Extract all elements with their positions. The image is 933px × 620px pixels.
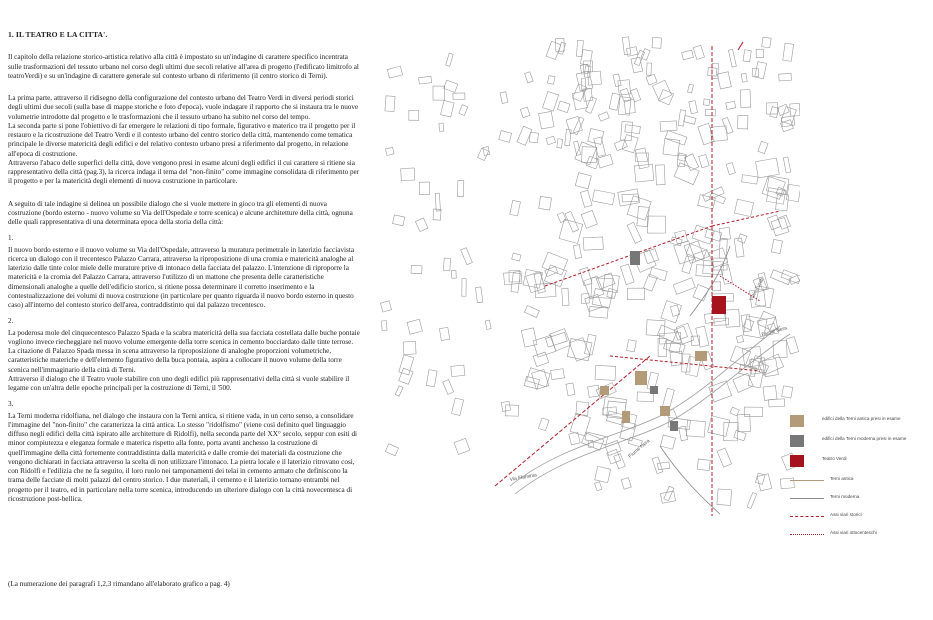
- teatro-verdi: [712, 296, 726, 314]
- block-outline: [697, 459, 710, 471]
- block-outline: [659, 90, 674, 105]
- block-outline: [676, 323, 694, 344]
- ancient-building: [635, 371, 647, 385]
- block-outline: [626, 47, 637, 57]
- block-outline: [698, 195, 716, 209]
- block-outline: [696, 265, 713, 277]
- paragraph: Attraverso il dialogo che il Teatro vuole stabilire con uno degli edifici più rappresentativi della città si vuole stabilire il legame con un'altra delle epoche principali per la costruzione di Terni, il '500.: [8, 374, 350, 392]
- block-outline: [385, 444, 398, 456]
- block-outline: [567, 339, 592, 361]
- block-outline: [409, 110, 419, 120]
- block-outline: [726, 101, 736, 109]
- block-outline: [620, 264, 634, 284]
- block-outline: [415, 218, 428, 232]
- block-outline: [614, 139, 627, 150]
- block-outline: [573, 84, 587, 101]
- block-outline: [747, 493, 757, 509]
- teatro-swatch-icon: [790, 455, 804, 467]
- urban-blocks: [380, 37, 800, 509]
- block-outline: [546, 332, 568, 347]
- block-outline: [722, 117, 733, 133]
- block-outline: [703, 99, 709, 106]
- block-outline: [652, 37, 661, 48]
- block-outline: [665, 131, 687, 146]
- modern-road: [660, 446, 720, 514]
- block-outline: [717, 72, 731, 89]
- block-outline: [582, 147, 597, 163]
- block-outline: [740, 90, 751, 108]
- block-outline: [439, 327, 449, 340]
- block-outline: [634, 164, 654, 182]
- block-outline: [742, 175, 758, 184]
- block-outline: [576, 40, 583, 56]
- block-outline: [570, 413, 590, 436]
- block-outline: [439, 123, 444, 131]
- block-outline: [649, 267, 667, 280]
- block-outline: [500, 92, 508, 104]
- block-outline: [454, 438, 470, 454]
- block-outline: [575, 173, 591, 189]
- block-outline: [551, 369, 565, 380]
- block-outline: [744, 407, 762, 416]
- footnote: (La numerazione dei paragrafi 1,2,3 rimandano all'elaborato grafico a pag. 4): [8, 580, 230, 588]
- paragraph: Il nuovo bordo esterno e il nuovo volume su Via dell'Ospedale, attraverso la muratura perimetrale in laterizio facciavista ricerca un dialogo con il trecentesco Palazzo Carrara, attraverso la riproposizione di una cromia e matericità analoghe al laterizio dalle tinte color miele delle murature prive di intonaco della facciata del palazzo. L'intenzione di riproporre la matericità e la cromia del Palazzo Carrara, attraverso l'utilizzo di un mattone che presenta delle caratteristiche dimensionali analoghe a quelle dell'edificio storico, si ritiene possa determinare il corretto inserimento e la contestualizzazione dei volumi di nuova costruzione (in particolare per quanto riguarda il nuovo bordo esterno in questo caso) all'interno del contesto storico dell'area, contraddistinto qui dal palazzo trecentesco.: [8, 245, 355, 309]
- block-outline: [393, 215, 405, 226]
- block-outline: [511, 273, 520, 293]
- block-outline: [399, 355, 414, 375]
- block-outline: [682, 256, 694, 274]
- block-outline: [419, 182, 429, 195]
- legend-item: edifici della Terni antica presi in esame: [790, 415, 930, 431]
- block-outline: [533, 335, 556, 357]
- block-outline: [499, 131, 512, 143]
- block-outline: [736, 335, 744, 343]
- block-outline: [609, 93, 620, 110]
- ancient-swatch-icon: [790, 415, 804, 427]
- block-outline: [557, 101, 570, 113]
- block-outline: [453, 93, 465, 100]
- ancient-building: [600, 386, 609, 395]
- block-outline: [763, 386, 777, 401]
- block-outline: [443, 380, 454, 395]
- block-outline: [559, 219, 583, 243]
- block-outline: [592, 190, 614, 205]
- block-outline: [595, 365, 616, 380]
- ancient-building: [622, 411, 630, 423]
- block-outline: [663, 139, 680, 156]
- block-outline: [734, 199, 753, 216]
- block-outline: [728, 49, 736, 67]
- block-outline: [512, 253, 521, 261]
- block-outline: [720, 264, 732, 284]
- map-label: Via Flaminia: [509, 472, 538, 483]
- block-outline: [758, 141, 768, 153]
- block-outline: [588, 129, 604, 145]
- block-outline: [433, 86, 445, 100]
- block-outline: [575, 142, 597, 165]
- city-map: [360, 26, 800, 516]
- block-outline: [556, 38, 565, 51]
- intro-paragraph: Il capitolo della relazione storico-artistica relativo alla città è impostato su un'indagine di carattere specifico incentrata sulle trasformazioni del tessuto urbano nel corso degli ultimi due secoli relative all'area di progetto (l'edificato limitrofo al teatroVerdi) e su un'indagine di carattere generale sul contesto urbano di riferimento (il centro storico di Terni).: [8, 53, 359, 80]
- block-outline: [682, 50, 694, 60]
- legend-item: Teatro Verdi: [790, 455, 930, 471]
- block-outline: [782, 386, 793, 398]
- modern-building: [630, 251, 640, 265]
- block-outline: [693, 45, 704, 59]
- legend-item: Assi viari storici: [790, 511, 930, 527]
- river-nera-bank: [515, 334, 790, 494]
- block-outline: [717, 448, 731, 467]
- block-outline: [694, 250, 710, 261]
- block-outline: [689, 101, 698, 114]
- block-outline: [419, 76, 432, 84]
- block-outline: [625, 125, 641, 134]
- block-outline: [622, 37, 630, 55]
- block-outline: [407, 319, 422, 334]
- block-outline: [781, 107, 796, 125]
- block-outline: [675, 230, 688, 244]
- block-outline: [762, 37, 771, 48]
- block-outline: [524, 376, 539, 388]
- block-outline: [767, 215, 780, 230]
- paragraph: La Terni moderna ridolfiana, nel dialogo che instaura con la Terni antica, si ritiene vada, in un certo senso, a consolidare l'immagine del "non-finito" che caratterizza la città antica. Lo stesso "ridolfismo" (viene così definito quel linguaggio diffuso negli edifici della città ispirato alle architetture di Ridolfi), nella seconda parte del XX° secolo, seppur con esiti di minor compiutezza e eleganza formale e materica rispetto alla fonte, porta avanti anchesso la costruzione di quell'immagine della città fortemente contraddistinta dalla matericità e dalle cromie dei materiali da costruzione che vengono dichiarati in facciata attraverso la scelta di non utilizzare l'intonaco. La pietra locale e il laterizio ritrovano così, con Ridolfi e l'edilizia che ne fa seguito, il loro ruolo nei tamponamenti dei telai in cemento armato che definiscono la trama delle facciate di molti palazzi del centro storico. I due materiali, il cemento e il laterizio tornano entrambi nel progetto per il teatro, ed in particolare nella torre scenica, introducendo un ulteriore dialogo con la città novecentesca di ricostruzione post-bellica.: [8, 411, 358, 503]
- block-outline: [627, 340, 637, 352]
- block-outline: [538, 418, 549, 431]
- block-outline: [435, 193, 440, 211]
- modern-line-icon: [790, 498, 824, 499]
- block-outline: [573, 245, 581, 259]
- block-outline: [525, 72, 533, 83]
- section-number: 1.: [8, 234, 14, 243]
- block-outline: [520, 107, 530, 118]
- block-outline: [756, 49, 764, 58]
- block-outline: [529, 132, 538, 143]
- block-outline: [738, 414, 751, 431]
- block-outline: [485, 320, 491, 329]
- block-outline: [688, 84, 694, 93]
- block-outline: [656, 165, 666, 185]
- block-outline: [446, 53, 454, 66]
- block-outline: [411, 265, 422, 273]
- block-outline: [399, 368, 413, 384]
- ancient-building: [695, 351, 707, 361]
- block-outline: [786, 337, 799, 354]
- block-outline: [539, 111, 554, 129]
- block-outline: [539, 196, 552, 210]
- section-number: 3.: [8, 400, 14, 409]
- block-outline: [581, 210, 597, 228]
- block-outline: [662, 388, 674, 409]
- block-outline: [595, 466, 611, 482]
- block-outline: [462, 279, 466, 297]
- legend-item: Terni moderna: [790, 493, 930, 509]
- block-outline: [475, 287, 482, 303]
- legend-item: edifici della Terni moderna presi in esame: [790, 435, 930, 451]
- block-outline: [726, 162, 735, 174]
- block-outline: [627, 288, 644, 299]
- block-outline: [646, 74, 657, 85]
- block-outline: [461, 248, 473, 265]
- block-outline: [403, 341, 416, 354]
- block-outline: [566, 116, 582, 133]
- block-outline: [719, 227, 730, 240]
- modern-swatch-icon: [790, 435, 804, 447]
- block-outline: [660, 121, 677, 131]
- block-outline: [566, 383, 575, 396]
- block-outline: [660, 435, 675, 449]
- block-outline: [658, 462, 670, 470]
- block-outline: [573, 117, 584, 135]
- block-outline: [621, 121, 633, 140]
- section-number: 2.: [8, 317, 14, 326]
- modern-building: [670, 421, 678, 431]
- block-outline: [459, 105, 468, 116]
- block-outline: [548, 76, 555, 85]
- block-outline: [685, 154, 699, 171]
- block-outline: [783, 157, 790, 173]
- block-outline: [542, 252, 568, 275]
- dotted-axis-icon: [790, 534, 824, 535]
- block-outline: [627, 222, 642, 243]
- block-outline: [618, 189, 640, 206]
- map-label: Viale Turati: [748, 277, 766, 302]
- block-outline: [658, 339, 666, 357]
- block-outline: [743, 50, 751, 62]
- block-outline: [631, 57, 643, 73]
- paragraph: Attraverso l'abaco delle superfici della città, dove vengono presi in esame alcuni degli edifici il cui carattere si ritiene sia rappresentativo della città (pag.3), la ricerca indaga il tema del "non-finito" come immagine consolidata di riferimento per il progetto e per la matericità degli elementi di nuova costruzione in particolare.: [8, 158, 360, 186]
- block-outline: [710, 126, 727, 142]
- block-outline: [598, 112, 609, 122]
- river-nera: [510, 326, 780, 486]
- historic-axes: [495, 42, 780, 516]
- modern-building: [650, 386, 658, 394]
- block-outline: [557, 139, 563, 148]
- block-outline: [451, 365, 465, 377]
- block-outline: [646, 63, 651, 75]
- block-outline: [660, 491, 675, 503]
- block-outline: [734, 238, 744, 257]
- paragraph: La seconda parte si pone l'obiettivo di far emergere le relazioni di tipo formale, figurativo e materico tra il progetto per il restauro e la ricostruzione del Teatro Verdi e il contesto urbano del centro storico della città, mantenendo come tematica principale le diverse matericità degli edifici e del relativo contesto urbano presi a riferimento dal progetto, in relazione all'epoca di costruzione.: [8, 121, 356, 158]
- block-outline: [380, 301, 391, 312]
- block-outline: [652, 80, 671, 101]
- block-outline: [661, 301, 682, 323]
- paragraph: La poderosa mole del cinquecentesco Palazzo Spada e la scabra matericità della sua facciata costellata dalle buche pontaie vogliono invece riecheggiare nel nuovo volume emergente della torre scenica in cemento bocciardato dalle tinte terrose. La citazione di Palazzo Spada messa in scena attraverso la riproposizione di analoghe proporzioni volumetriche, caratteristiche materiche e dell'elemento figurativo della buca pontaia, aspira a collocare il nuovo volume della torre scenica nell'immaginario della città di Terni.: [8, 328, 360, 374]
- block-outline: [692, 225, 714, 244]
- paragraph: A seguito di tale indagine si delinea un possibile dialogo che si vuole mettere in gioco tra gli elementi di nuova costruzione (bordo esterno - nuovo volume su Via dell'Ospedale e torre scenica) e alcune architetture della città, ognuna delle quali rappresentativa di una determinata epoca della storia della città:: [8, 199, 353, 226]
- block-outline: [712, 63, 719, 78]
- block-outline: [730, 346, 750, 366]
- block-outline: [717, 489, 732, 506]
- block-outline: [614, 454, 626, 469]
- block-outline: [426, 370, 437, 387]
- block-outline: [523, 269, 542, 288]
- block-outline: [401, 168, 415, 181]
- block-outline: [647, 216, 665, 233]
- ancient-line-icon: [790, 480, 824, 481]
- block-outline: [594, 137, 606, 156]
- block-outline: [444, 80, 458, 92]
- block-outline: [664, 486, 674, 500]
- block-outline: [686, 244, 706, 260]
- block-outline: [565, 130, 571, 146]
- block-outline: [501, 401, 510, 411]
- block-outline: [385, 96, 395, 112]
- block-outline: [510, 200, 521, 216]
- section-heading: 1. IL TEATRO E LA CITTA'.: [8, 30, 108, 39]
- block-outline: [583, 237, 603, 250]
- block-outline: [696, 326, 709, 347]
- block-outline: [524, 306, 539, 318]
- river-lines: [510, 246, 790, 514]
- historic-axis: [738, 42, 743, 50]
- block-outline: [458, 180, 464, 196]
- text-column: [8, 30, 360, 511]
- block-outline: [779, 73, 792, 81]
- block-outline: [613, 74, 621, 87]
- block-outline: [545, 266, 558, 276]
- block-outline: [771, 239, 782, 253]
- block-outline: [543, 92, 559, 112]
- block-outline: [712, 282, 720, 291]
- block-outline: [451, 270, 456, 278]
- block-outline: [670, 351, 683, 366]
- legend-item: Assi viari ottocenteschi: [790, 529, 930, 545]
- block-outline: [588, 385, 600, 397]
- block-outline: [755, 62, 767, 79]
- legend-item: Terni antica: [790, 475, 930, 491]
- block-outline: [618, 80, 631, 95]
- block-outline: [451, 398, 463, 416]
- historic-axis: [712, 211, 780, 226]
- block-outline: [443, 258, 450, 271]
- block-outline: [441, 101, 455, 118]
- block-outline: [673, 278, 695, 295]
- block-outline: [546, 41, 561, 59]
- block-outline: [705, 109, 715, 116]
- block-outline: [741, 73, 747, 82]
- block-outline: [550, 329, 571, 351]
- block-outline: [708, 416, 730, 437]
- block-outline: [603, 274, 620, 292]
- block-outline: [622, 194, 638, 202]
- block-outline: [699, 154, 710, 167]
- map-label: Fiume Nera: [760, 325, 788, 338]
- block-outline: [521, 328, 537, 347]
- block-outline: [595, 482, 602, 491]
- block-outline: [756, 158, 780, 178]
- block-outline: [738, 115, 748, 128]
- block-outline: [395, 386, 403, 396]
- block-outline: [621, 478, 631, 490]
- block-outline: [387, 66, 402, 78]
- block-outline: [580, 190, 592, 207]
- paragraph: La prima parte, attraverso il ridisegno della configurazione del contesto urbano del Teatro Verdi in diversi periodi storici degli ultimi due secoli (sulla base di mappe storiche e foto d'epoca), vuole indagare il rapporto che si instaura tra le nuove volumetrie introdotte dal progetto e le trasformazioni che il tessuto urbano ha subito nel corso del tempo.: [8, 94, 359, 121]
- block-outline: [702, 187, 724, 202]
- block-outline: [684, 116, 696, 125]
- map-label: Fiume Nera: [627, 438, 652, 460]
- arrow-axis-icon: [790, 516, 824, 517]
- block-outline: [386, 147, 395, 155]
- block-outline: [382, 321, 387, 331]
- block-outline: [562, 288, 569, 305]
- ancient-building: [660, 406, 670, 416]
- block-outline: [783, 43, 794, 61]
- block-outline: [546, 136, 556, 145]
